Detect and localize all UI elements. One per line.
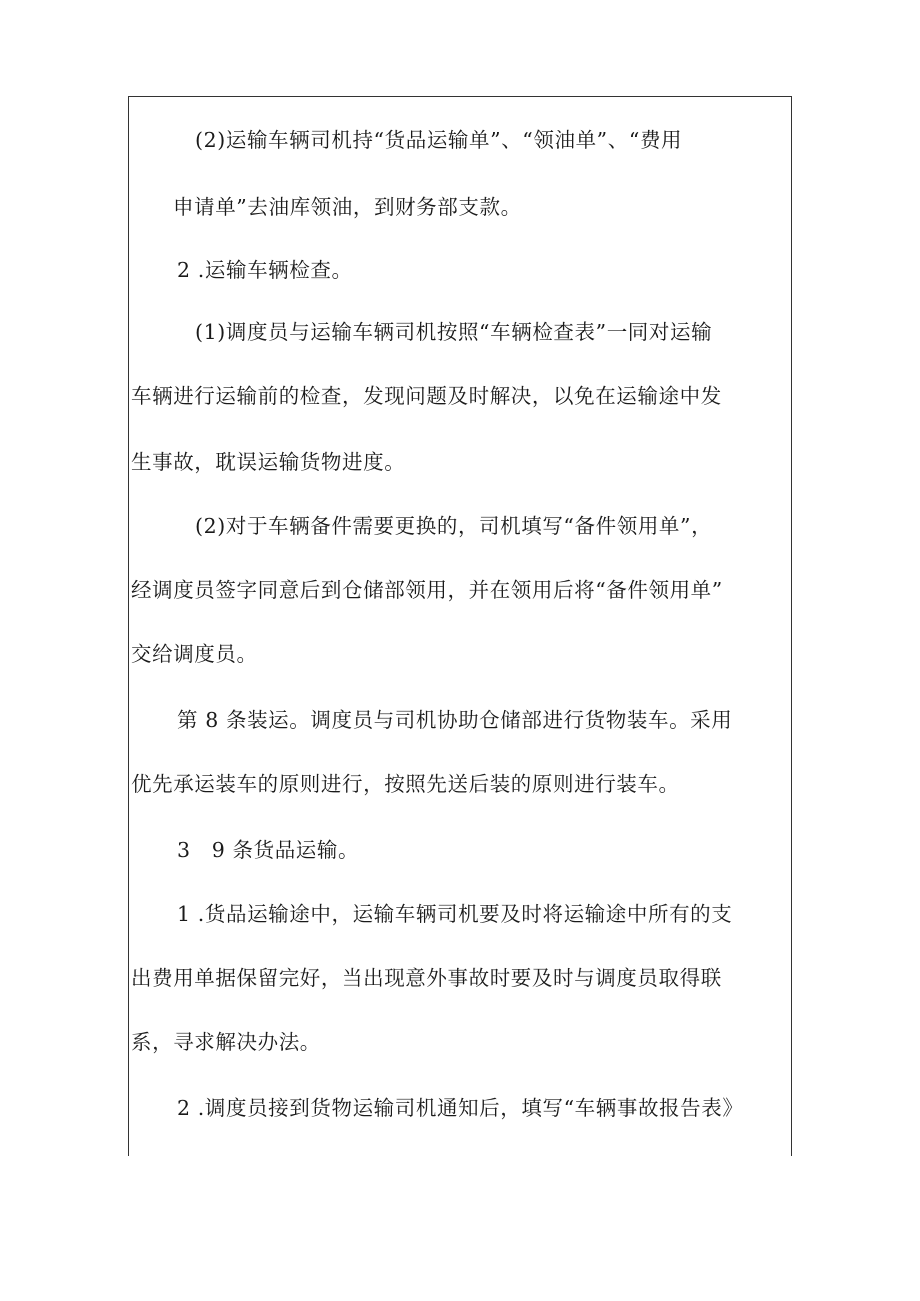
text-line: 2 .运输车辆检查。 — [177, 258, 353, 282]
text-line: 3 9 条货品运输。 — [177, 838, 360, 862]
text-line: (1)调度员与运输车辆司机按照“车辆检查表”一同对运输 — [195, 320, 713, 344]
text-line: (2)运输车辆司机持“货品运输单”、“领油单”、“费用 — [195, 128, 683, 152]
text-line: 车辆进行运输前的检查，发现问题及时解决，以免在运输途中发 — [131, 384, 722, 408]
text-line: 2 .调度员接到货物运输司机通知后，填写“车辆事故报告表》 — [177, 1096, 744, 1120]
document-frame — [128, 96, 792, 1156]
text-line: 出费用单据保留完好，当出现意外事故时要及时与调度员取得联 — [131, 966, 722, 990]
text-line: 生事故，耽误运输货物进度。 — [131, 450, 406, 474]
text-line: 经调度员签字同意后到仓储部领用，并在领用后将“备件领用单” — [131, 578, 723, 602]
text-line: 申请单”去油库领油，到财务部支款。 — [173, 195, 522, 219]
text-line: 系，寻求解决办法。 — [131, 1030, 321, 1054]
text-line: 第 8 条装运。调度员与司机协助仓储部进行货物装车。采用 — [177, 708, 733, 732]
text-line: (2)对于车辆备件需要更换的，司机填写“备件领用单”， — [195, 514, 713, 538]
text-line: 交给调度员。 — [131, 642, 258, 666]
text-line: 1 .货品运输途中，运输车辆司机要及时将运输途中所有的支 — [177, 902, 733, 926]
text-line: 优先承运装车的原则进行，按照先送后装的原则进行装车。 — [131, 772, 680, 796]
